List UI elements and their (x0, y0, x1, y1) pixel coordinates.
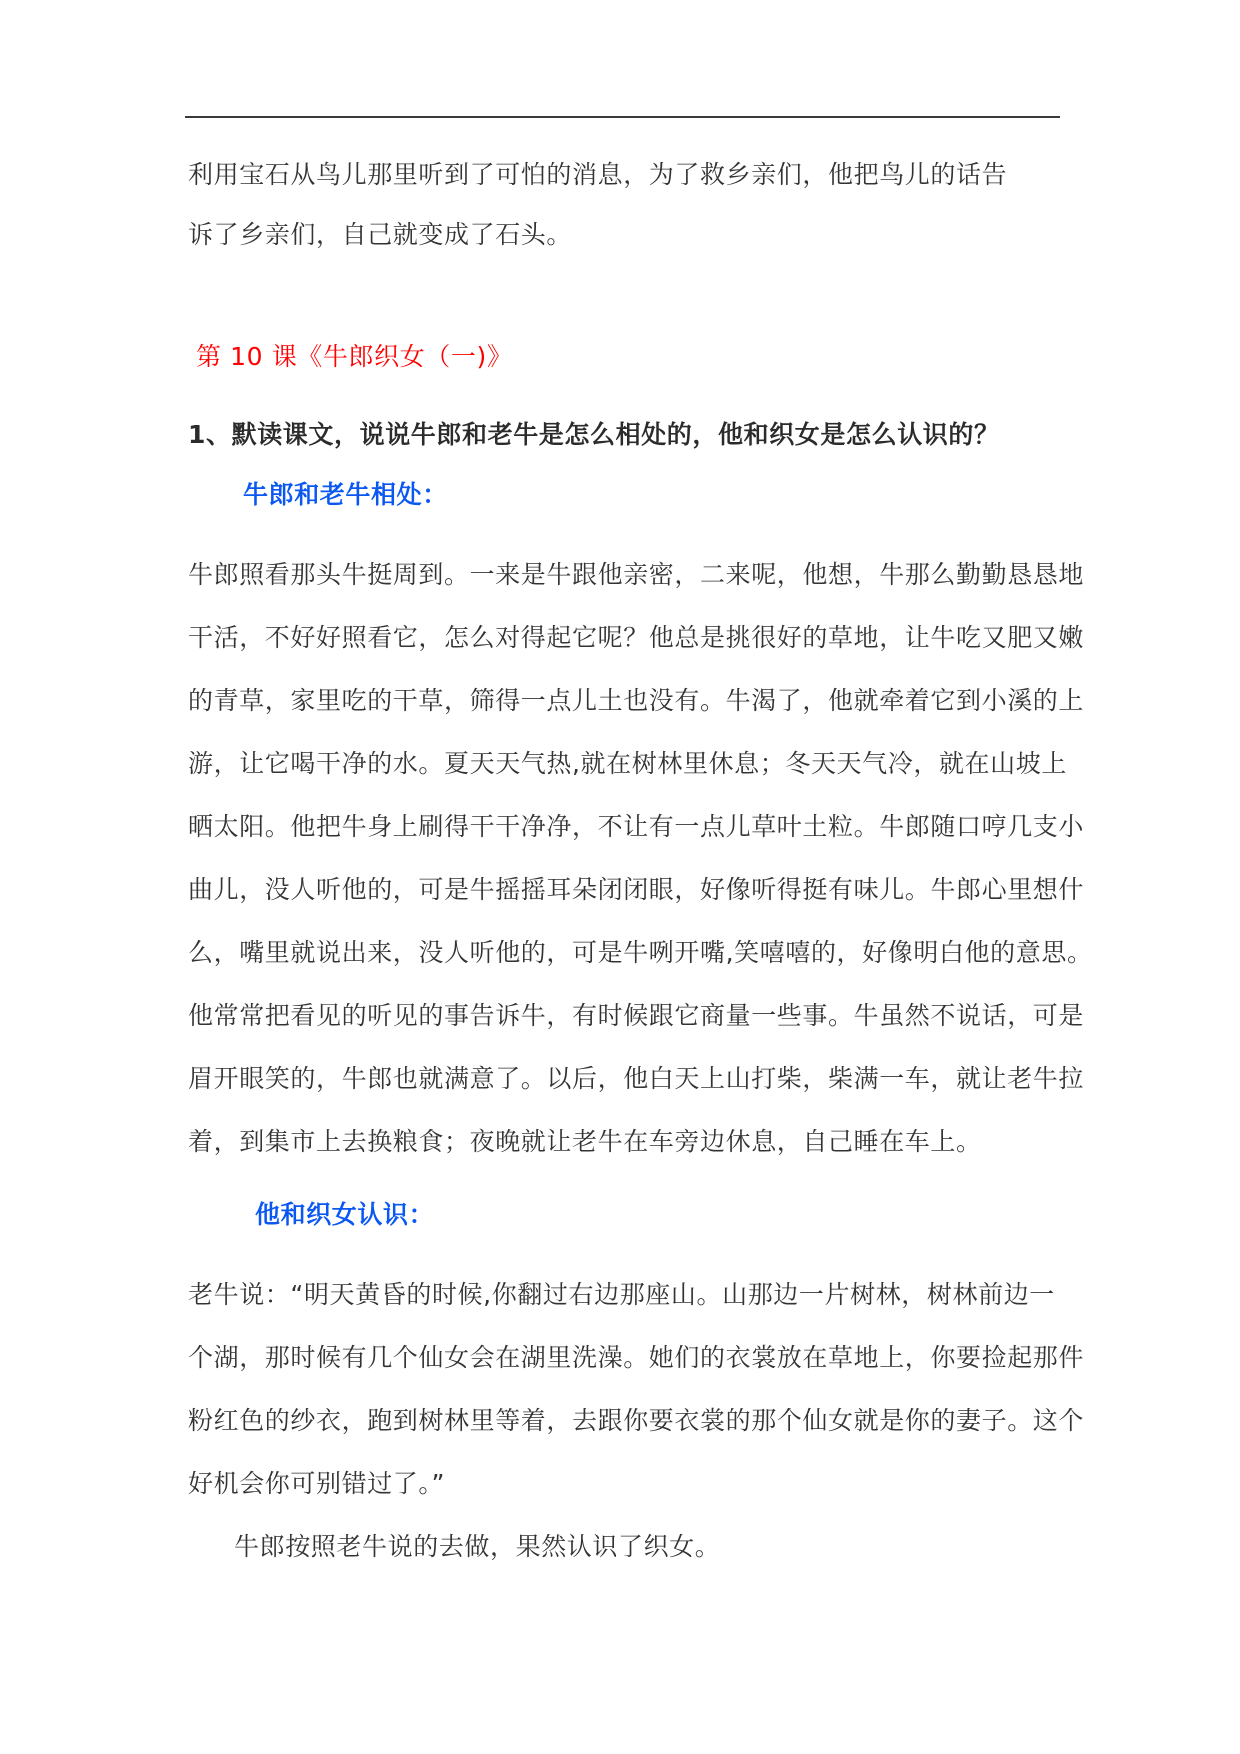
section-1-line: 牛郎照看那头牛挺周到。一来是牛跟他亲密，二来呢，他想，牛那么勤勤恳恳地 (188, 560, 1085, 589)
intro-line-1: 利用宝石从鸟儿那里听到了可怕的消息，为了救乡亲们，他把鸟儿的话告 (188, 160, 1008, 189)
section-heading-meeting-zhinu: 他和织女认识： (255, 1200, 435, 1229)
lesson-title: 第 10 课《牛郎织女（一)》 (196, 342, 513, 371)
section-1-line: 干活，不好好照看它，怎么对得起它呢？他总是挑很好的草地，让牛吃又肥又嫩 (188, 623, 1085, 652)
section-2-line: 个湖，那时候有几个仙女会在湖里洗澡。她们的衣裳放在草地上，你要捡起那件 (188, 1343, 1085, 1372)
section-2-line: 好机会你可别错过了。” (188, 1469, 446, 1498)
intro-line-2: 诉了乡亲们，自己就变成了石头。 (188, 220, 573, 249)
header-divider (185, 116, 1060, 118)
section-1-line: 他常常把看见的听见的事告诉牛，有时候跟它商量一些事。牛虽然不说话，可是 (188, 1001, 1085, 1030)
question-1: 1、默读课文，说说牛郎和老牛是怎么相处的，他和织女是怎么认识的？ (188, 420, 1000, 449)
section-1-line: 着，到集市上去换粮食；夜晚就让老牛在车旁边休息，自己睡在车上。 (188, 1127, 982, 1156)
section-2-conclusion: 牛郎按照老牛说的去做，果然认识了织女。 (234, 1532, 721, 1561)
section-1-line: 曲儿，没人听他的，可是牛摇摇耳朵闭闭眼，好像听得挺有味儿。牛郎心里想什 (188, 875, 1085, 904)
section-2-line: 老牛说：“明天黄昏的时候,你翻过右边那座山。山那边一片树林，树林前边一 (188, 1280, 1055, 1309)
section-1-line: 晒太阳。他把牛身上刷得干干净净，不让有一点儿草叶土粒。牛郎随口哼几支小 (188, 812, 1085, 841)
section-heading-niulang-and-ox: 牛郎和老牛相处： (243, 480, 448, 509)
section-1-line: 游，让它喝干净的水。夏天天气热,就在树林里休息；冬天天气冷，就在山坡上 (188, 749, 1067, 778)
section-1-line: 的青草，家里吃的干草，筛得一点儿土也没有。牛渴了，他就牵着它到小溪的上 (188, 686, 1085, 715)
section-1-line: 么，嘴里就说出来，没人听他的，可是牛咧开嘴,笑嘻嘻的，好像明白他的意思。 (188, 938, 1093, 967)
section-2-line: 粉红色的纱衣，跑到树林里等着，去跟你要衣裳的那个仙女就是你的妻子。这个 (188, 1406, 1085, 1435)
section-1-line: 眉开眼笑的，牛郎也就满意了。以后，他白天上山打柴，柴满一车，就让老牛拉 (188, 1064, 1085, 1093)
